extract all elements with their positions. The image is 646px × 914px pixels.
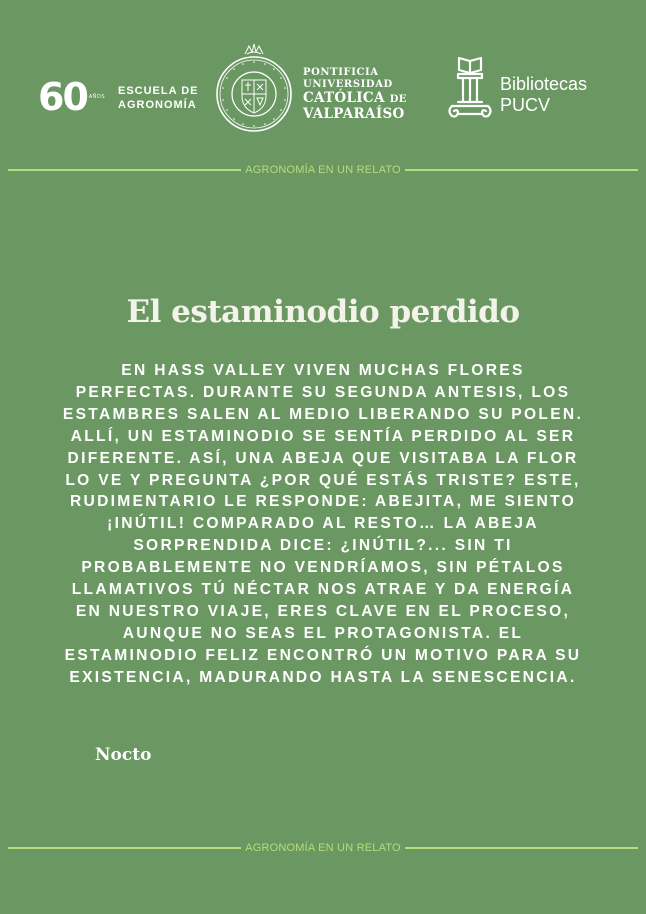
logo-60-number: 60 <box>38 75 87 119</box>
divider-line-right <box>405 847 638 849</box>
pucv-name <box>303 67 407 122</box>
divider-line-left <box>8 169 241 171</box>
escuela-line2: AGRONOMÍA <box>118 99 197 111</box>
header <box>0 0 646 160</box>
bibliotecas-pucv-label <box>500 74 587 116</box>
bibliotecas-line1: Bibliotecas <box>500 74 588 94</box>
divider-bottom-label: AGRONOMÍA EN UN RELATO <box>245 842 401 854</box>
divider-bottom <box>8 842 638 854</box>
pucv-line1: PONTIFICIA <box>303 67 379 78</box>
pucv-line4: VALPARAÍSO <box>303 106 405 122</box>
university-seal-icon <box>214 42 294 136</box>
book-column-icon <box>446 56 494 124</box>
divider-line-right <box>405 169 638 171</box>
pucv-catolica: CATÓLICA <box>303 90 385 106</box>
pucv-de: DE <box>389 94 407 105</box>
story-title: El estaminodio perdido <box>126 294 520 330</box>
escuela-agronomia-label <box>118 84 199 112</box>
pucv-line2: UNIVERSIDAD <box>303 79 393 90</box>
logo-60-years: AÑOS <box>88 94 106 100</box>
escuela-line1: ESCUELA DE <box>118 85 199 97</box>
story-body: EN HASS VALLEY VIVEN MUCHAS FLORES PERFECTAS. DURANTE SU SEGUNDA ANTESIS, LOS ESTAMBRES SALEN AL MEDIO LIBERANDO SU POLEN. ALLÍ, UN ESTAMINODIO SE SENTÍA PERDIDO AL SER DIFERENTE. ASÍ, UNA ABEJA QUE VISITABA LA FLOR LO VE Y PREGUNTA ¿POR QUÉ ESTÁS TRISTE? ESTE, RUDIMENTARIO LE RESPONDE: ABEJITA, ME SIENTO ¡INÚTIL! COMPARADO AL RESTO… LA ABEJA SORPRENDIDA DICE: ¿INÚTIL?... SIN TI PROBABLEMENTE NO VENDRÍAMOS, SIN PÉTALOS LLAMATIVOS TÚ NÉCTAR NOS ATRAE Y DA ENERGÍA EN NUESTRO VIAJE, ERES CLAVE EN EL PROCESO, AUNQUE NO SEAS EL PROTAGONISTA. EL ESTAMINODIO FELIZ ENCONTRÓ UN MOTIVO PARA SU EXISTENCIA, MADURANDO HASTA LA SENESCENCIA. <box>62 362 584 686</box>
anniversary-60-logo <box>38 75 106 119</box>
pucv-line3 <box>303 91 407 107</box>
story-author: Nocto <box>95 745 152 765</box>
bibliotecas-line2: PUCV <box>500 95 551 115</box>
divider-top-label: AGRONOMÍA EN UN RELATO <box>245 164 401 176</box>
divider-line-left <box>8 847 241 849</box>
divider-top <box>8 164 638 176</box>
